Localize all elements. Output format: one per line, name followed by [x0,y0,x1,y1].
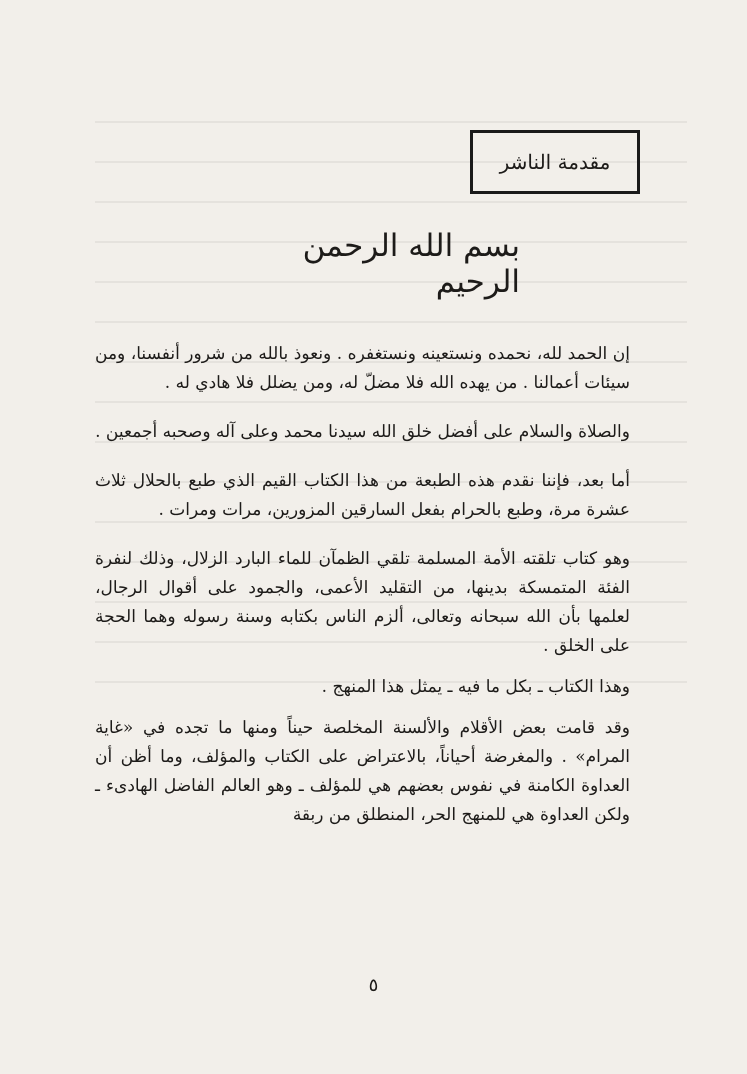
paragraph-salutation: والصلاة والسلام على أفضل خلق الله سيدنا محمد وعلى آله وصحبه أجمعين . [95,422,630,442]
paragraph-edition: أما بعد، فإننا نقدم هذه الطبعة من هذا الكتاب القيم الذي طبع بالحلال ثلاث عشرة مرة، وطبع بالحرام بفعل السارقين المزورين، مرات ومرات . [95,471,630,520]
section-title: مقدمة الناشر [499,150,611,174]
paragraph-method: وهذا الكتاب ـ بكل ما فيه ـ يمثل هذا المنهج . [321,677,630,697]
page-number: ٥ [368,975,379,996]
paragraph-criticism: وقد قامت بعض الأقلام والألسنة المخلصة حيناً ومنها ما تجده في «غاية المرام» . والمغرضة أحياناً، بالاعتراض على الكتاب والمؤلف، وما أظن أن العداوة الكامنة في نفوس بعضهم هي للمؤلف ـ وهو العالم الفاضل الهادىء ـ ولكن العداوة هي للمنهج الحر، المنطلق من ربقة [95,718,630,825]
paragraph-praise: إن الحمد لله، نحمده ونستعينه ونستغفره . ونعوذ بالله من شرور أنفسنا، ومن سيئات أعمالنا . من يهده الله فلا مضلّ له، ومن يضلل فلا هادي له . [95,344,630,393]
paragraph-reception: وهو كتاب تلقته الأمة المسلمة تلقي الظمآن للماء البارد الزلال، وذلك لنفرة الفئة المتمسكة بدينها، من التقليد الأعمى، والجمود على أقوال الرجال، لعلمها بأن الله سبحانه وتعالى، ألزم الناس بكتابه وسنة رسوله وهما الحجة على الخلق . [95,549,630,656]
body-text [95,340,630,850]
basmala-calligraphy: بسم الله الرحمن الرحيم [302,228,520,300]
section-title-box [470,130,640,194]
